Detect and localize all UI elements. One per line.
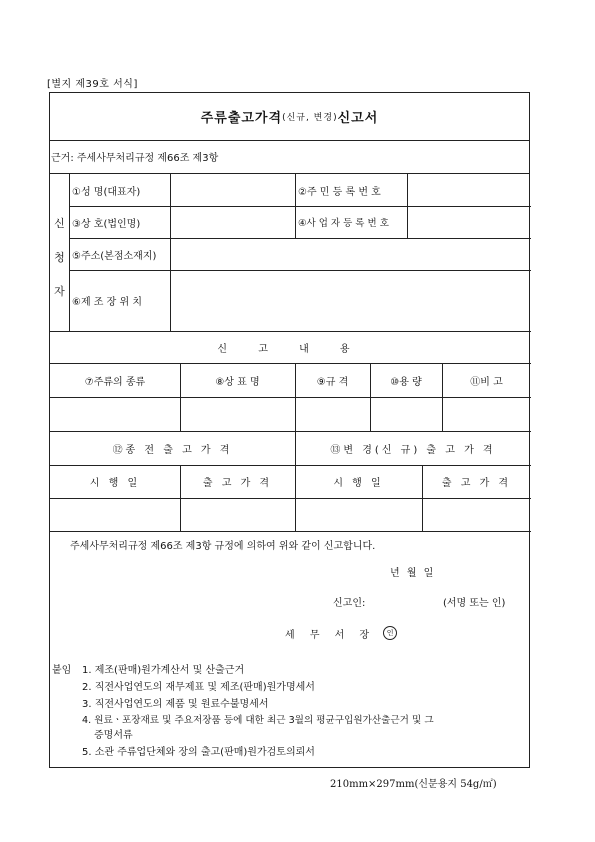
enforce-date-label: 시 행 일 — [333, 478, 384, 489]
name-field[interactable] — [170, 174, 295, 206]
address-field[interactable] — [170, 238, 531, 270]
form-number-label: [별지 제39호 서식] — [47, 79, 138, 90]
applicant-side-char: 청 — [54, 251, 65, 264]
legal-basis: 근거: 주세사무처리규정 제66조 제3항 — [50, 140, 529, 174]
divider — [50, 498, 531, 499]
previous-price-header: ⑫종 전 출 고 가 격 — [112, 444, 233, 456]
col-spec: ⑨규 격 — [316, 376, 349, 388]
business-number-label: ④사 업 자 등 록 번 호 — [298, 218, 389, 229]
divider — [50, 397, 531, 398]
address-label: ⑤주소(본점소재지) — [72, 250, 157, 262]
title-sub: (신규, 변경) — [282, 113, 338, 123]
col-liquor-type: ⑦주류의 종류 — [84, 376, 146, 388]
title-main-after: 신고서 — [337, 111, 379, 126]
col-brand-name: ⑧상 표 명 — [215, 376, 260, 388]
paper-size-note: 210mm×297mm(신문용지 54g/㎡) — [330, 779, 497, 790]
applicant-side-char: 신 — [54, 217, 65, 230]
attachment-item: 5. 소관 주류업단체와 장의 출고(판매)원가검토의뢰서 — [82, 747, 315, 758]
attachment-item: 3. 직전사업연도의 제품 및 원료수불명세서 — [82, 699, 269, 710]
attachment-item: 2. 직전사업연도의 재무제표 및 제조(판매)원가명세서 — [82, 682, 315, 693]
changed-price-header: ⑬변 경(신 규) 출 고 가 격 — [330, 444, 496, 456]
enforce-date-label: 시 행 일 — [89, 478, 141, 489]
attachment-item: 증명서류 — [94, 730, 133, 741]
declaration-date: 년 월 일 — [390, 567, 436, 579]
applicant-side-char: 자 — [54, 285, 65, 298]
signature-label: (서명 또는 인) — [443, 597, 506, 609]
business-number-field[interactable] — [407, 206, 531, 238]
resident-number-label: ②주 민 등 록 번 호 — [298, 186, 381, 198]
divider — [295, 174, 296, 238]
trade-name-field[interactable] — [170, 206, 295, 238]
declaration-text: 주세사무처리규정 제66조 제3항 규정에 의하여 위와 같이 신고합니다. — [70, 540, 376, 552]
attachments-label: 붙임 — [52, 665, 72, 676]
tax-office-chief — [285, 623, 425, 643]
release-price-label: 출 고 가 격 — [202, 478, 273, 489]
tax-office-label: 세 무 서 장 — [285, 629, 376, 641]
title-main-before: 주류출고가격 — [200, 111, 283, 126]
reporter-label: 신고인: — [333, 597, 366, 609]
factory-location-label: ⑥제 조 장 위 치 — [72, 297, 142, 308]
seal-mark: 인 — [383, 626, 397, 640]
trade-name-label: ③상 호(법인명) — [72, 218, 141, 230]
attachment-item: 4. 원료ㆍ포장재료 및 주요저장품 등에 대한 최근 3월의 평균구입원가산출근거 및 그 — [82, 715, 434, 726]
col-note: ⑪비 고 — [470, 376, 503, 388]
attachment-item: 1. 제조(판매)원가계산서 및 산출근거 — [82, 665, 245, 676]
divider — [69, 174, 70, 331]
factory-location-field[interactable] — [170, 270, 531, 331]
col-volume: ⑩용 량 — [390, 376, 422, 388]
form-title — [50, 93, 529, 141]
name-label: ①성 명(대표자) — [72, 186, 141, 198]
resident-number-field[interactable] — [407, 174, 531, 206]
form-frame — [49, 92, 530, 768]
release-price-label: 출 고 가 격 — [441, 478, 512, 489]
report-content-header: 신 고 내 용 — [217, 343, 364, 355]
